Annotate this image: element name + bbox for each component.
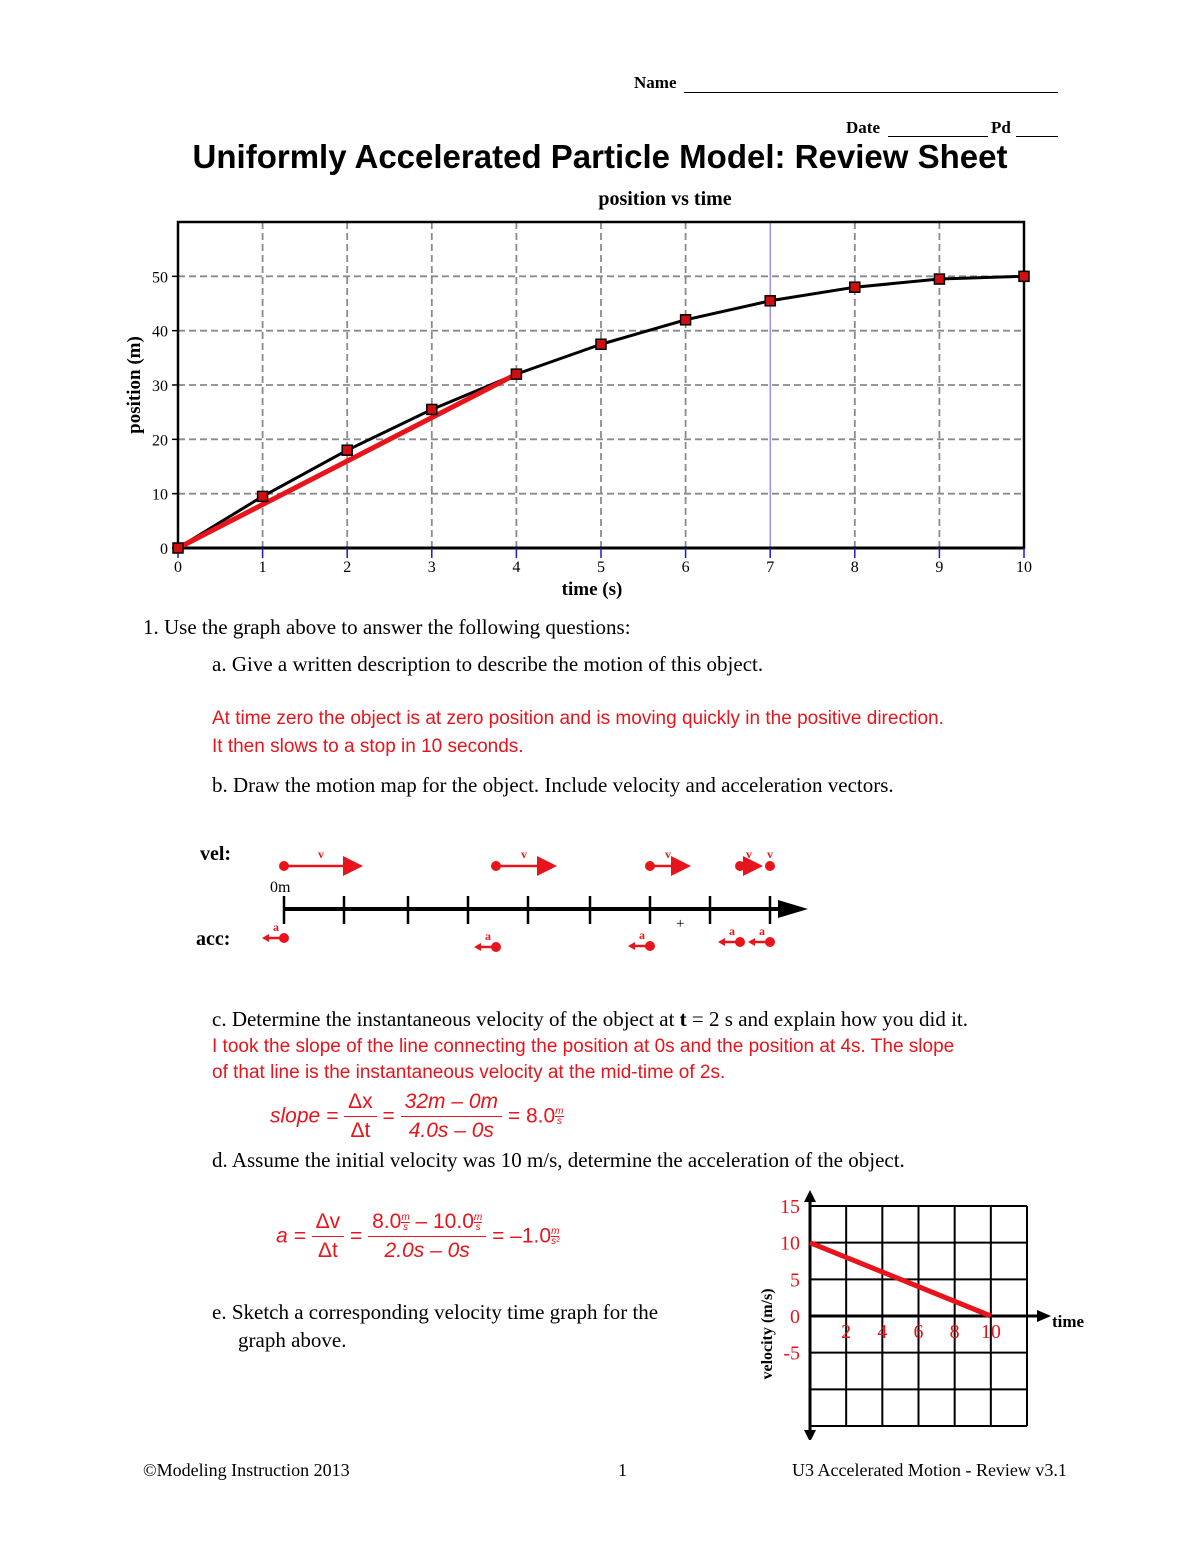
x-tick-label: 7 [766,559,775,576]
a-label: a [485,929,491,943]
a-label: a [273,920,279,934]
x-tick-label: 2 [343,559,352,576]
unit-s: s [402,1221,408,1233]
motion-map [180,830,840,970]
axis-arrowhead [778,900,808,918]
accel-lhs: a = [276,1224,306,1248]
slope-den-2: 4.0s – 0s [408,1119,494,1142]
date-field[interactable] [888,122,988,137]
question-c-prompt-text-end: = 2 s and explain how you did it. [686,1007,968,1031]
y-tick-label: 20 [152,432,168,450]
data-point [173,543,183,553]
slope-num-2: 32m – 0m [401,1088,502,1117]
question-e-prompt-line-1: e. Sketch a corresponding velocity time graph for the [212,1300,659,1324]
acceleration-arrowhead [748,938,755,946]
data-point [596,339,606,349]
accel-num-2a: 8.0 [372,1210,402,1233]
chart-title: position vs time [598,188,732,210]
data-point [681,315,691,325]
accel-result: = –1.0 [492,1224,552,1248]
velocity-y-tick-label: 15 [780,1196,800,1218]
x-tick-label: 8 [850,559,859,576]
x-tick-label: 1 [258,559,267,576]
data-point [342,445,352,455]
velocity-x-axis-label: time [1052,1312,1085,1331]
x-tick-label: 10 [1016,559,1032,576]
question-a-prompt: a. Give a written description to describe the motion of this object. [212,652,764,676]
name-label: Name [634,73,677,92]
accel-den-1: Δt [317,1239,338,1262]
data-point [427,404,437,414]
a-label: a [729,924,735,938]
x-tick-label: 5 [597,559,605,576]
origin-label: 0m [270,879,291,896]
slope-num-1: Δx [344,1088,377,1117]
velocity-time-chart [740,1190,1100,1440]
x-tick-label: 3 [427,559,436,576]
y-axis-arrow-up [804,1190,816,1202]
y-axis-label: position (m) [124,336,145,434]
acceleration-arrowhead [718,938,725,946]
slope-lhs: slope = [270,1104,339,1128]
v-label: v [665,847,671,861]
question-1-intro: 1. Use the graph above to answer the following questions: [143,615,631,639]
vel-dot [765,861,775,871]
y-axis-arrow-down [804,1430,816,1440]
acceleration-arrowhead [474,943,481,951]
footer-doc-id: U3 Accelerated Motion - Review v3.1 [792,1460,1067,1480]
acceleration-arrowhead [262,934,269,942]
velocity-x-tick-label: 4 [877,1321,888,1343]
a-label: a [759,924,765,938]
plus-label: + [676,916,685,932]
accel-num-2b: – 10.0 [409,1210,474,1233]
vel-label: vel: [200,843,232,865]
accel-num-1: Δv [312,1208,345,1237]
position-time-chart [100,180,1060,600]
y-tick-label: 10 [152,486,168,504]
velocity-y-tick-label: 10 [780,1232,800,1255]
unit-m: m [551,1226,560,1237]
y-tick-label: 0 [160,541,168,558]
v-label: v [767,847,773,861]
question-c-answer-line-1: I took the slope of the line connecting the position at 0s and the position at 4s. The slope [212,1036,955,1057]
acc-label: acc: [196,928,231,950]
question-e-prompt-line-2: graph above. [238,1328,347,1352]
velocity-x-tick-label: 6 [913,1321,924,1343]
slope-equals: = [382,1104,395,1128]
accel-den-2: 2.0s – 0s [384,1239,470,1262]
x-axis-arrow [1037,1310,1051,1322]
data-point [258,491,268,501]
pd-field[interactable] [1016,122,1058,137]
y-tick-label: 40 [152,323,168,341]
date-label: Date [846,118,880,137]
footer-copyright: ©Modeling Instruction 2013 [143,1460,350,1480]
data-point [934,274,944,284]
v-label: v [746,847,752,861]
position-curve [178,276,1028,548]
slope-equation [270,1088,564,1145]
v-label: v [318,847,324,861]
a-label: a [639,928,645,942]
x-axis-label: time (s) [561,579,623,600]
slope-den-1: Δt [350,1119,371,1142]
unit-m: m [555,1106,564,1117]
velocity-y-axis-label: velocity (m/s) [759,1288,776,1380]
data-point [1019,271,1029,281]
unit-m: m [401,1211,410,1223]
question-c-prompt-text: c. Determine the instantaneous velocity of the object at [212,1007,680,1031]
velocity-x-tick-label: 10 [980,1321,1001,1343]
velocity-x-tick-label: 8 [949,1321,960,1343]
x-tick-label: 0 [174,559,182,576]
page-title: Uniformly Accelerated Particle Model: Review Sheet [192,138,1008,175]
x-tick-label: 4 [512,559,521,576]
question-c-answer-line-2: of that line is the instantaneous velocity at the mid-time of 2s. [212,1062,726,1083]
data-point [511,369,521,379]
x-tick-label: 9 [935,559,944,576]
acceleration-equation [276,1208,559,1265]
question-a-answer-line-1: At time zero the object is at zero position and is moving quickly in the positive direction. [212,708,944,729]
unit-s: s [556,1116,562,1127]
footer-page-number: 1 [618,1460,627,1480]
v-label: v [521,847,527,861]
velocity-y-tick-label: -5 [783,1342,800,1365]
acceleration-arrowhead [628,942,635,950]
velocity-y-tick-label: 5 [790,1269,800,1292]
question-b-prompt: b. Draw the motion map for the object. Include velocity and acceleration vectors. [212,773,894,797]
unit-s-squared: s² [551,1236,560,1247]
velocity-y-tick-label: 0 [790,1306,800,1328]
accel-equals: = [350,1224,363,1248]
unit-m: m [473,1211,483,1223]
slope-result: = 8.0 [507,1104,556,1128]
pd-label: Pd [991,118,1011,137]
question-d-prompt: d. Assume the initial velocity was 10 m/s, determine the acceleration of the object. [212,1148,905,1172]
name-field[interactable] [684,78,1058,93]
question-c-time-symbol: t [679,1007,687,1031]
unit-s: s [475,1221,481,1233]
data-point [850,282,860,292]
x-tick-label: 6 [681,559,690,576]
question-a-answer-line-2: It then slows to a stop in 10 seconds. [212,736,524,757]
velocity-x-tick-label: 2 [841,1321,852,1343]
data-point [765,296,775,306]
y-tick-label: 30 [152,378,168,395]
question-c-prompt [212,1006,968,1033]
y-tick-label: 50 [152,269,168,287]
